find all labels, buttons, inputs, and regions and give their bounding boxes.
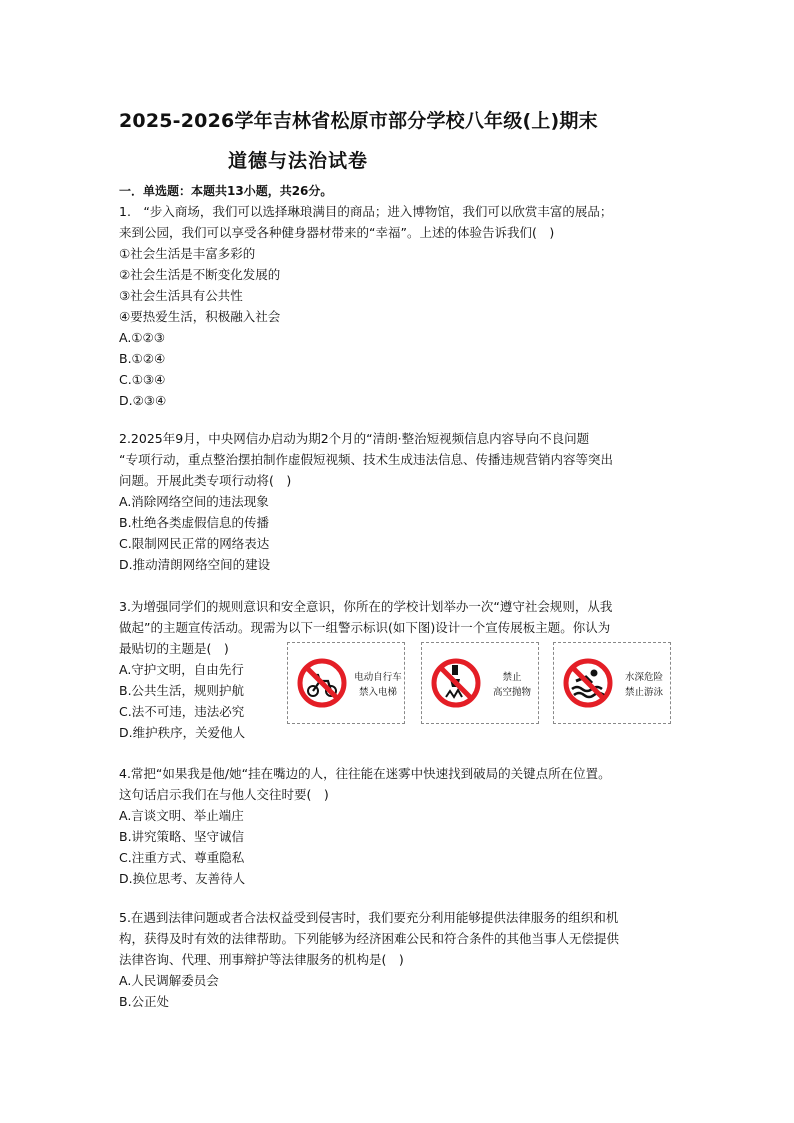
question-stem-line: 问题。开展此类专项行动将( ) [119,473,292,488]
question-stem-line: 构，获得及时有效的法律帮助。下列能够为经济困难公民和符合条件的其他当事人无偿提供 [119,931,620,946]
option-b: B.公正处 [119,994,170,1009]
question-stem-line: 3.为增强同学们的规则意识和安全意识，你所在的学校计划举办一次“遵守社会规则，从我 [119,599,613,614]
option-d: D.维护秩序，关爱他人 [119,725,246,740]
option-c: C.限制网民正常的网络表达 [119,536,270,551]
question-stem-line: 1. “步入商场，我们可以选择琳琅满目的商品；进入博物馆，我们可以欣赏丰富的展品； [119,204,613,219]
statement-1: ①社会生活是丰富多彩的 [119,246,256,261]
question-stem-line: 最贴切的主题是( ) [119,641,229,656]
sign-caption: 水深危险 禁止游泳 [624,672,663,698]
option-c: C.注重方式、尊重隐私 [119,850,245,865]
sign-no-ebike-elevator [287,642,405,724]
option-a: A.言谈文明、举止端庄 [119,808,244,823]
exam-subtitle: 道德与法治试卷 [228,150,369,172]
no-throwing-icon [430,653,482,713]
question-stem-line: 做起”的主题宣传活动。现需为以下一组警示标识(如下图)设计一个宣传展板主题。你认为 [119,620,611,635]
question-stem-line: 这句话启示我们在与他人交往时要( ) [119,787,329,802]
exam-title: 2025-2026学年吉林省松原市部分学校八年级(上)期末 [119,110,598,132]
sign-no-swimming [553,642,671,724]
statement-3: ③社会生活具有公共性 [119,288,243,303]
statement-2: ②社会生活是不断变化发展的 [119,267,281,282]
option-a: A.人民调解委员会 [119,973,219,988]
sign-caption: 电动自行车 禁入电梯 [354,672,402,698]
question-4 [119,763,679,889]
question-stem-line: 5.在遇到法律问题或者合法权益受到侵害时，我们要充分利用能够提供法律服务的组织和机 [119,910,619,925]
question-2 [119,428,679,575]
option-b: B.①②④ [119,351,166,366]
option-d: D.换位思考、友善待人 [119,871,246,886]
question-5 [119,907,679,1012]
sign-caption: 禁止 高空抛物 [492,672,531,698]
no-ebike-elevator-icon [296,653,348,713]
option-a: A.消除网络空间的违法现象 [119,494,269,509]
option-a: A.守护文明，自由先行 [119,662,244,677]
question-stem-line: “专项行动，重点整治摆拍制作虚假短视频、技术生成违法信息、传播违规营销内容等突出 [119,452,613,467]
option-c: C.①③④ [119,372,166,387]
statement-4: ④要热爱生活，积极融入社会 [119,309,281,324]
question-stem-line: 来到公园，我们可以享受各种健身器材带来的“幸福”。上述的体验告诉我们( ) [119,225,555,240]
question-stem-line: 法律咨询、代理、刑事辩护等法律服务的机构是( ) [119,952,404,967]
option-b: B.讲究策略、坚守诚信 [119,829,245,844]
option-b: B.杜绝各类虚假信息的传播 [119,515,270,530]
no-swimming-icon [562,653,614,713]
question-1 [119,201,679,411]
option-b: B.公共生活，规则护航 [119,683,245,698]
question-stem-line: 2.2025年9月，中央网信办启动为期2个月的“清朗·整治短视频信息内容导向不良问题 [119,431,590,446]
option-d: D.②③④ [119,393,167,408]
option-a: A.①②③ [119,330,165,345]
question-stem-line: 4.常把“如果我是他/她“挂在嘴边的人，往往能在迷雾中快速找到破局的关键点所在位置。 [119,766,611,781]
option-d: D.推动清朗网络空间的建设 [119,557,271,572]
section-heading: 一．单选题：本题共13小题，共26分。 [119,184,333,198]
sign-no-throwing [421,642,539,724]
option-c: C.法不可违，违法必究 [119,704,245,719]
